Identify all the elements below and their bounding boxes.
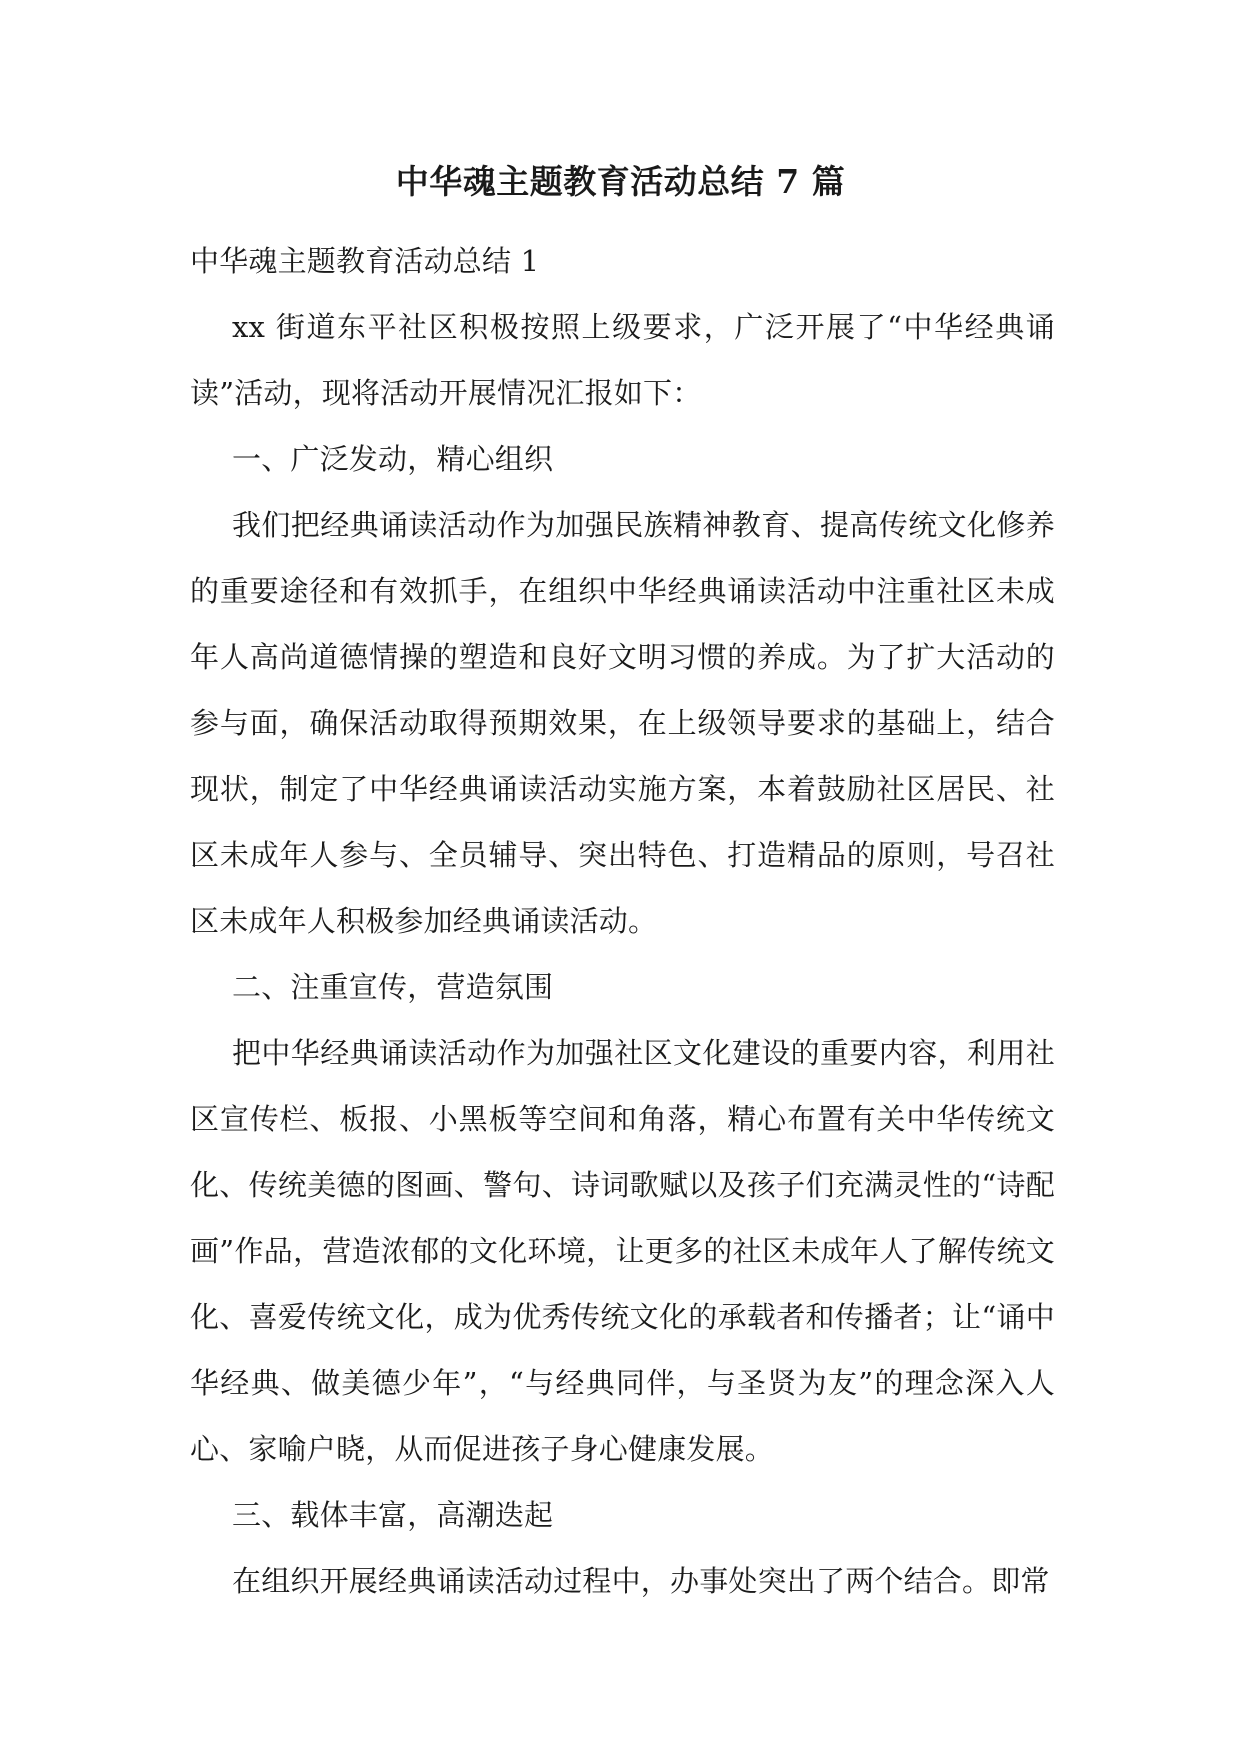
subheading-3: 三、载体丰富，高潮迭起 [232, 1498, 554, 1532]
paragraph-intro: xx 街道东平社区积极按照上级要求，广泛开展了“中华经典诵读”活动，现将活动开展情况汇报如下： [190, 310, 1055, 410]
subheading-1: 一、广泛发动，精心组织 [232, 442, 554, 476]
subheading-2: 二、注重宣传，营造氛围 [232, 970, 554, 1004]
paragraph-1: 我们把经典诵读活动作为加强民族精神教育、提高传统文化修养的重要途径和有效抓手，在组织中华经典诵读活动中注重社区未成年人高尚道德情操的塑造和良好文明习惯的养成。为了扩大活动的参与面，确保活动取得预期效果，在上级领导要求的基础上，结合现状，制定了中华经典诵读活动实施方案，本着鼓励社区居民、社区未成年人参与、全员辅导、突出特色、打造精品的原则，号召社区未成年人积极参加经典诵读活动。 [190, 508, 1055, 938]
section-heading-1: 中华魂主题教育活动总结 1 [190, 244, 540, 278]
document-title: 中华魂主题教育活动总结 7 篇 [395, 162, 846, 201]
paragraph-3: 在组织开展经典诵读活动过程中，办事处突出了两个结合。即常 [232, 1564, 1050, 1598]
paragraph-2: 把中华经典诵读活动作为加强社区文化建设的重要内容，利用社区宣传栏、板报、小黑板等空间和角落，精心布置有关中华传统文化、传统美德的图画、警句、诗词歌赋以及孩子们充满灵性的“诗配画”作品，营造浓郁的文化环境，让更多的社区未成年人了解传统文化、喜爱传统文化，成为优秀传统文化的承载者和传播者；让“诵中华经典、做美德少年”，“与经典同伴，与圣贤为友”的理念深入人心、家喻户晓，从而促进孩子身心健康发展。 [190, 1036, 1055, 1466]
document-body [190, 228, 1055, 1614]
